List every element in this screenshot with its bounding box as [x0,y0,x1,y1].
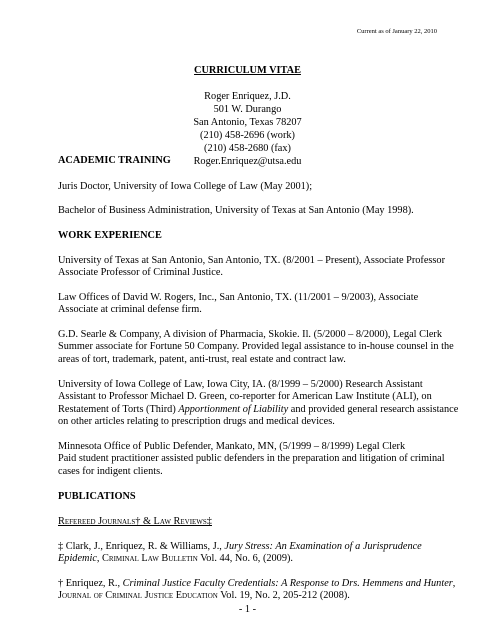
contact-email[interactable]: Roger.Enriquez@utsa.edu [193,156,302,167]
work-searle [58,329,454,366]
publication-1-line [58,541,448,553]
work-minnesota-line: Paid student practitioner assisted public defenders in the preparation and litigation of criminal [58,453,445,465]
pub1-authors: ‡ Clark, J., Enriquez, R. & Williams, J., [58,541,225,552]
work-iowa-line: on other articles relating to prescription drugs and medical devices. [58,415,335,427]
work-minnesota-line: cases for indigent clients. [58,465,163,477]
academic-jd [58,181,448,193]
contact-name: Roger Enriquez, J.D. [204,91,291,102]
work-rogers [58,292,448,317]
pub2-title: Criminal Justice Faculty Credentials: A Response to Drs. Hemmens and Hunter [122,578,453,589]
pub2-authors: † Enriquez, R., [58,578,123,589]
academic-heading: ACADEMIC TRAINING [58,155,171,166]
work-heading: WORK EXPERIENCE [58,230,162,241]
publication-item-1 [58,541,448,566]
work-utsa-line: Associate Professor of Criminal Justice. [58,267,224,279]
academic-bba-text: Bachelor of Business Administration, University of Texas at San Antonio (May 1998). [58,205,414,216]
academic-jd-text: Juris Doctor, University of Iowa College of Law (May 2001); [58,181,313,192]
work-iowa-line: Assistant to Professor Michael D. Green, co-reporter for American Law Institute (ALI), on [58,391,432,403]
date-note: Current as of January 22, 2010 [356,28,437,35]
work-iowa-line: University of Iowa College of Law, Iowa City, IA. (8/1999 – 5/2000) Research Assistant [58,379,423,390]
publications-subheading: Refereed Journals† & Law Reviews‡ [58,516,212,527]
contact-work-phone: (210) 458-2696 (work) [200,130,295,141]
work-iowa [58,379,459,428]
cv-header-block [0,64,495,168]
pub1-details: Vol. 44, No. 6, (2009). [197,553,293,565]
work-rogers-line: Law Offices of David W. Rogers, Inc., San Antonio, TX. (11/2001 – 9/2003), Associate [58,292,419,303]
contact-street: 501 W. Durango [213,104,282,115]
pub1-title-part2: Epidemic [58,553,97,565]
contact-fax: (210) 458-2680 (fax) [204,143,291,154]
work-iowa-line3-post: and provided general research assistance [288,403,459,415]
cv-title: CURRICULUM VITAE [194,65,301,76]
work-utsa [58,255,448,280]
publications-heading: PUBLICATIONS [58,491,136,502]
contact-city: San Antonio, Texas 78207 [193,117,302,128]
pub1-journal: Criminal Law Bulletin [102,553,198,565]
pub2-journal: Journal of Criminal Justice Education [58,590,218,602]
work-utsa-line: University of Texas at San Antonio, San Antonio, TX. (8/2001 – Present), Associate Professor [58,255,445,266]
work-minnesota [58,441,448,478]
academic-bba [58,205,448,217]
page-number: - 1 - [238,604,257,615]
publication-2-line [58,590,448,602]
pub1-title-part1: Jury Stress: An Examination of a Jurisprudence [224,541,422,552]
publication-2-line: † Enriquez, R., Criminal Justice Faculty Credentials: A Response to Drs. Hemmens and Hunter, [58,578,456,589]
work-searle-line: Summer associate for Fortune 50 Company. Provided legal assistance to in-house counsel in the [58,341,454,353]
work-searle-line: areas of tort, trademark, patent, anti-trust, real estate and contract law. [58,353,346,365]
work-searle-line: G.D. Searle & Company, A division of Pharmacia, Skokie. Il. (5/2000 – 8/2000), Legal Clerk [58,329,442,340]
work-minnesota-line: Minnesota Office of Public Defender, Mankato, MN, (5/1999 – 8/1999) Legal Clerk [58,441,406,452]
work-rogers-line: Associate at criminal defense firm. [58,304,202,316]
publication-1-line: Epidemic, Criminal Law Bulletin Vol. 44, No. 6, (2009). [58,553,293,565]
publication-item-2 [58,578,456,603]
work-iowa-line3-pre: Restatement of Torts (Third) [58,403,179,415]
work-iowa-line [58,403,459,416]
pub2-details: Vol. 19, No. 2, 205-212 (2008). [217,590,350,602]
work-iowa-line3-italic: Apportionment of Liability [178,403,289,415]
